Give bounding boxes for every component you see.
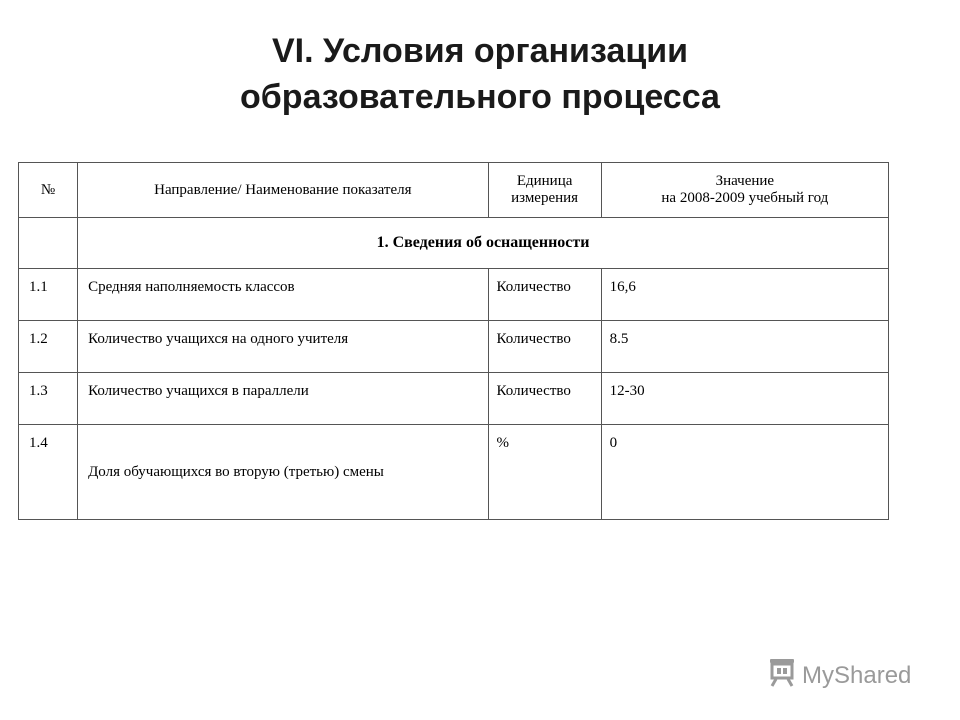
row-value: 12-30: [601, 373, 888, 425]
row-value: 16,6: [601, 269, 888, 321]
row-unit: Количество: [488, 321, 601, 373]
table-row: [19, 269, 889, 321]
row-unit: %: [488, 425, 601, 520]
row-value: 0: [601, 425, 888, 520]
header-unit-line1: Единица: [516, 173, 573, 189]
row-num: 1.1: [19, 269, 78, 321]
watermark-text: MyShared: [802, 661, 912, 689]
header-value-line1: Значение: [715, 173, 775, 189]
header-num: №: [19, 163, 78, 218]
page-title-line1: VI. Условия организации: [271, 32, 689, 70]
presentation-board-icon: [768, 657, 796, 694]
row-num: 1.4: [19, 425, 78, 520]
row-value: 8.5: [601, 321, 888, 373]
header-unit-line2: измерения: [511, 190, 579, 206]
section-row: [19, 218, 889, 269]
row-unit: Количество: [488, 373, 601, 425]
header-value: [601, 163, 888, 218]
page-title: [0, 28, 960, 120]
myshared-watermark: [768, 657, 911, 694]
section-title: 1. Сведения об оснащенности: [78, 218, 889, 269]
table-header-row: [19, 163, 889, 218]
table-row: [19, 321, 889, 373]
row-name: Количество учащихся на одного учителя: [78, 321, 488, 373]
header-name: Направление/ Наименование показателя: [78, 163, 488, 218]
row-num: 1.2: [19, 321, 78, 373]
row-name: Средняя наполняемость классов: [78, 269, 488, 321]
section-empty-cell: [19, 218, 78, 269]
row-num: 1.3: [19, 373, 78, 425]
conditions-table: [18, 162, 889, 520]
row-name: Количество учащихся в параллели: [78, 373, 488, 425]
header-value-line2: на 2008-2009 учебный год: [661, 190, 829, 206]
header-unit: [488, 163, 601, 218]
table-row: [19, 425, 889, 520]
page-title-line2: образовательного процесса: [240, 78, 720, 116]
row-unit: Количество: [488, 269, 601, 321]
row-name: Доля обучающихся во вторую (третью) смены: [78, 425, 488, 520]
table-row: [19, 373, 889, 425]
